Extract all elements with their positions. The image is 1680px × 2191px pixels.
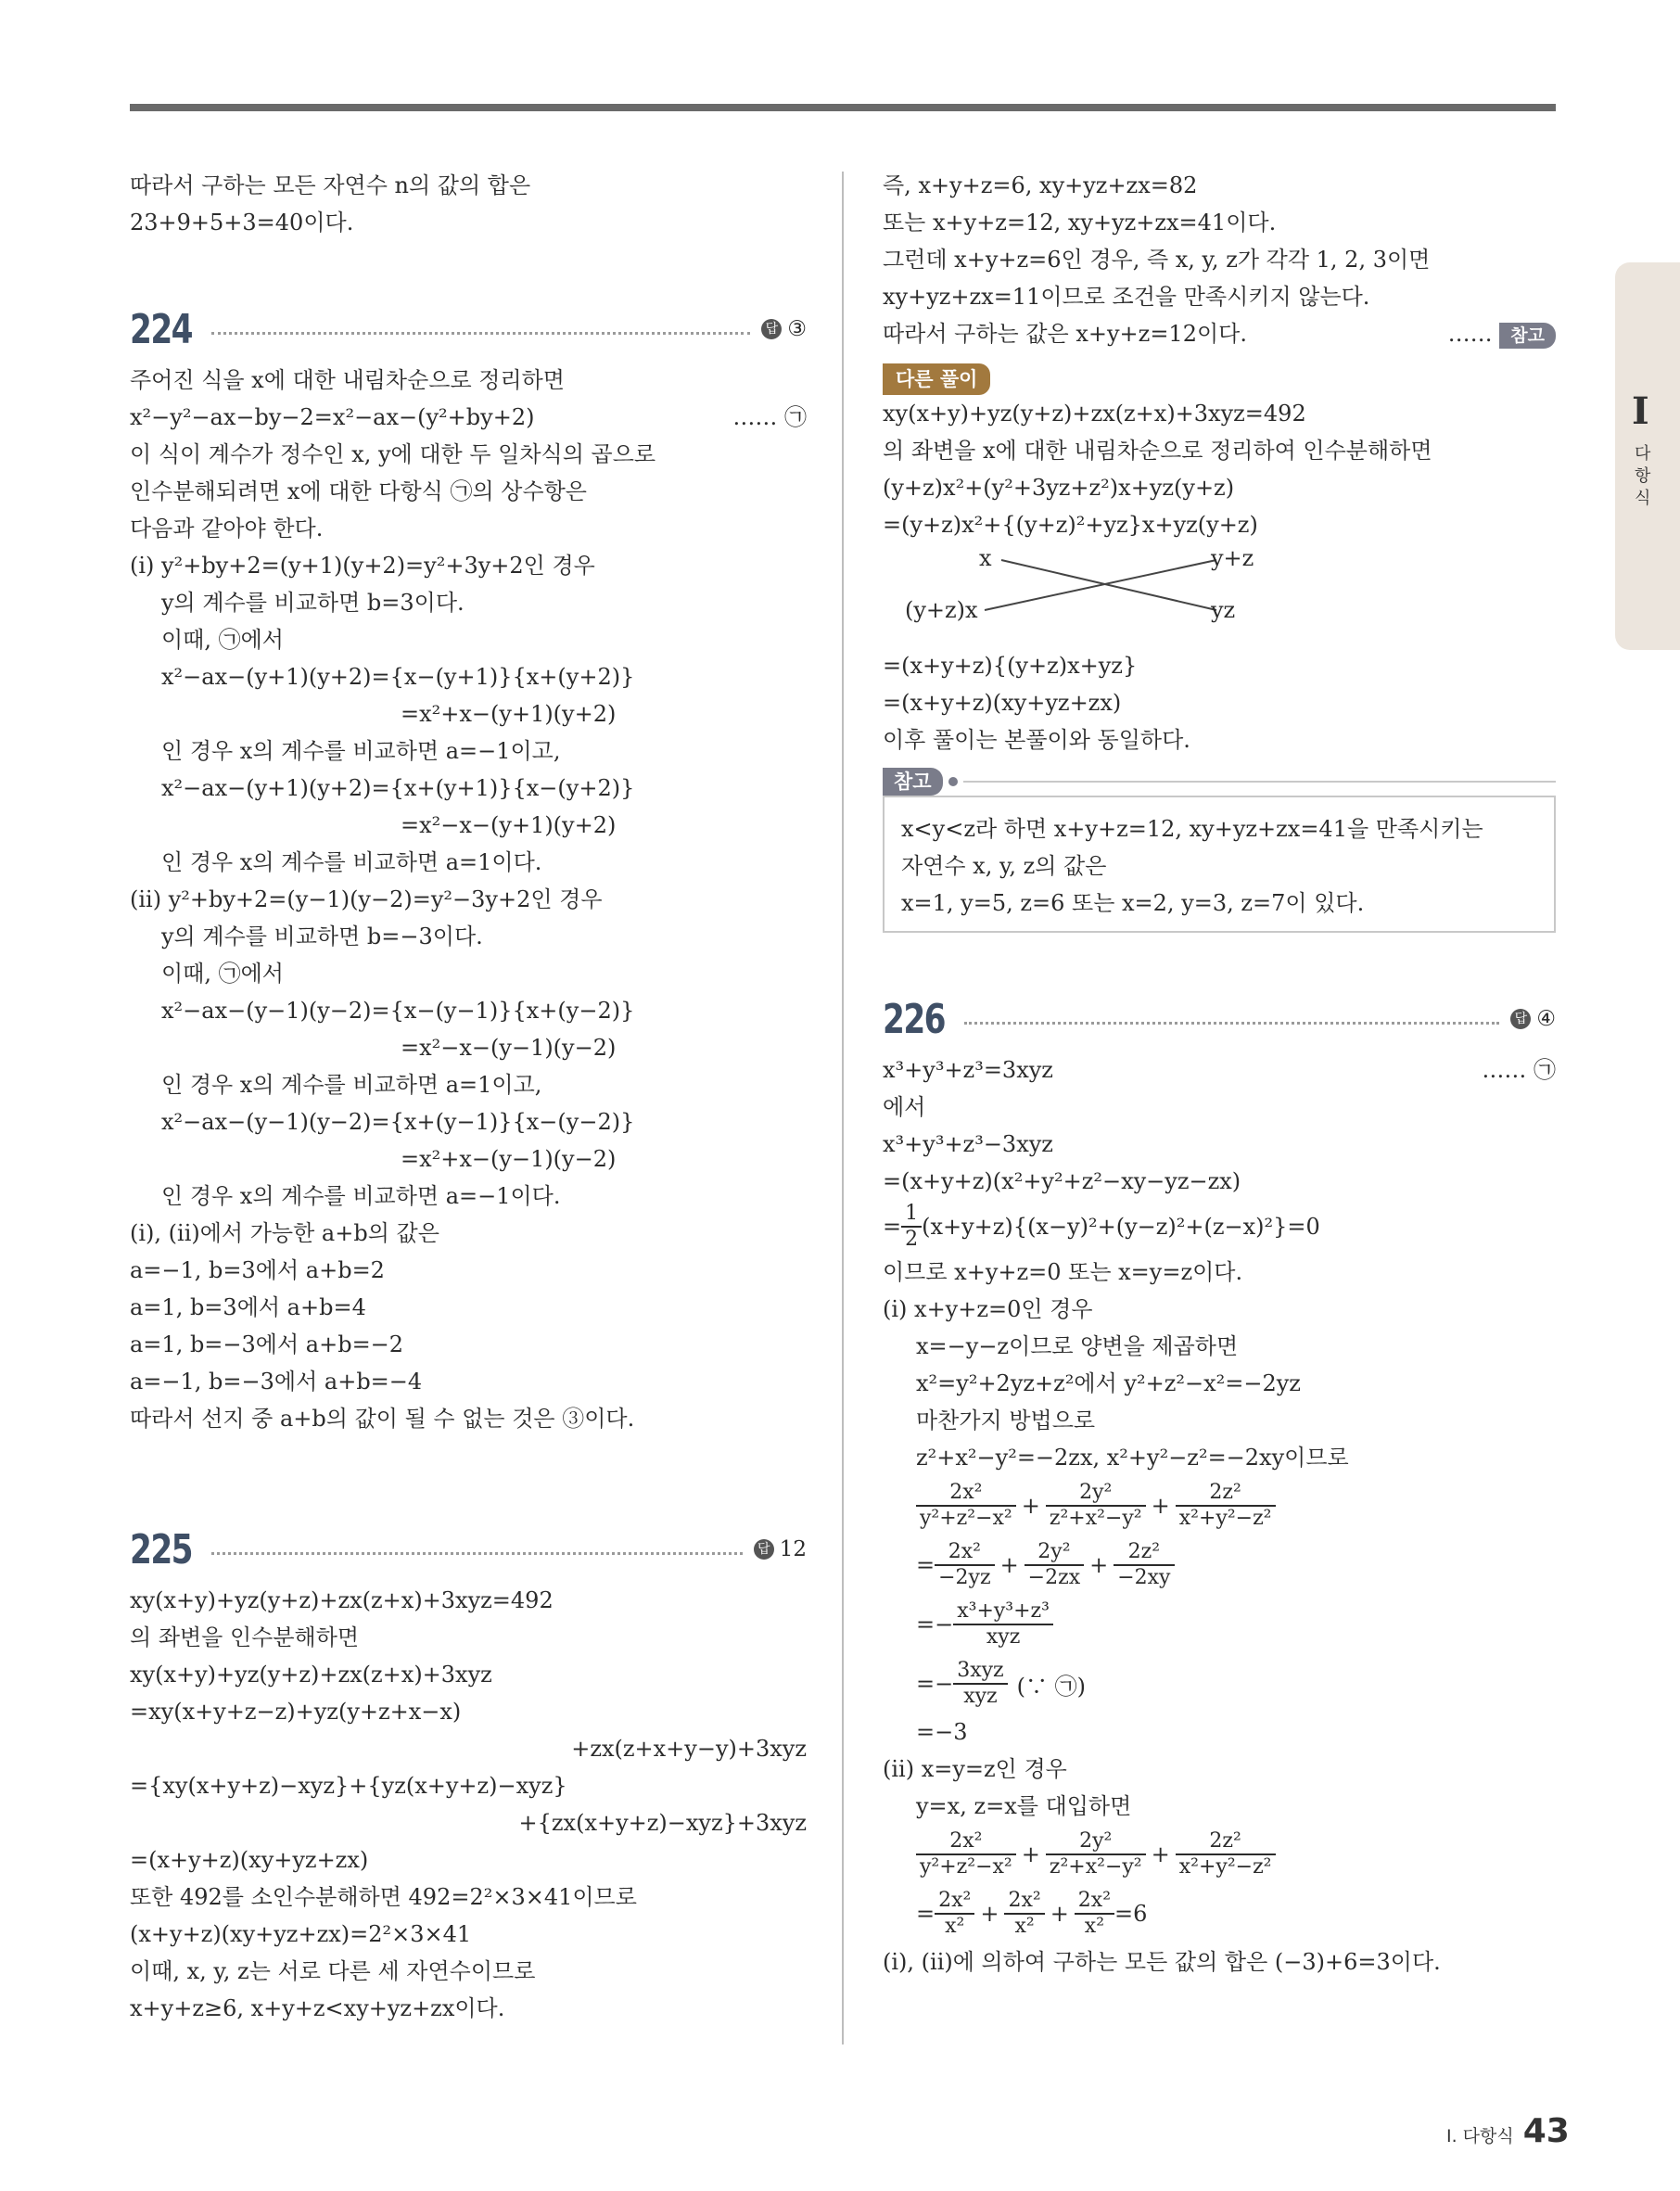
solution-line: 이때, ㉠에서 (161, 961, 284, 987)
answer-badge (754, 1537, 807, 1561)
solution-line: 인수분해되려면 x에 대한 다항식 ㉠의 상수항은 (130, 478, 587, 504)
intro-line: 23+9+5+3=40이다. (130, 210, 354, 236)
solution-line: xy(x+y)+yz(y+z)+zx(z+x)+3xyz=492 (130, 1587, 554, 1613)
column-divider (842, 172, 844, 2045)
solution-line: =xy(x+y+z−z)+yz(y+z+x−x) (130, 1699, 462, 1725)
solution-line: =(x+y+z)(x²+y²+z²−xy−yz−zx) (883, 1168, 1241, 1194)
numerator: 2z² (1209, 1481, 1241, 1504)
equation-marker: …… ㉠ (732, 404, 807, 430)
fraction (901, 1202, 922, 1252)
solution-line: (y+z)x²+(y²+3yz+z²)x+yz(y+z) (883, 475, 1235, 501)
cross-top-right: y+z (1211, 545, 1254, 571)
numerator: 2z² (1209, 1829, 1241, 1853)
solution-line: x²−ax−(y+1)(y+2)={x−(y+1)}{x+(y+2)} (161, 664, 635, 690)
fraction-sum-3: $\frac{\text{2x²}}{\text{y²+z²−x²}}$ + $\frac{\text{2y²}}{\text{z²+x²−y²}}$ + $\frac{\text{2z²}}{\text{x²+y²−z²}}$ (883, 1825, 1556, 1884)
numerator: 2x² (938, 1889, 972, 1912)
equals: = (883, 1214, 902, 1240)
denominator: −2xy (1114, 1564, 1174, 1590)
solution-line: (i) x+y+z=0인 경우 (883, 1296, 1093, 1322)
left-column (130, 167, 807, 2027)
expression: (x+y+z){(x−y)²+(y−z)²+(z−x)²}=0 (922, 1214, 1320, 1240)
solution-line: 이때, ㉠에서 (161, 627, 284, 653)
note-line: 자연수 x, y, z의 값은 (901, 853, 1107, 879)
solution-line: =(x+y+z)(xy+yz+zx) (883, 690, 1122, 716)
note-box (883, 796, 1556, 933)
solution-line: =(y+z)x²+{(y+z)²+yz}x+yz(y+z) (883, 512, 1258, 538)
denominator: z²+x²−y² (1046, 1853, 1146, 1879)
denominator: xyz (953, 1683, 1007, 1709)
solution-line: a=1, b=−3에서 a+b=−2 (130, 1331, 404, 1357)
solution-line: y의 계수를 비교하면 b=3이다. (161, 590, 465, 616)
fraction (935, 1889, 974, 1939)
problem-224-header (130, 297, 807, 362)
solution-line: 즉, x+y+z=6, xy+yz+zx=82 (883, 172, 1198, 198)
side-tab-label: 다항식 (1635, 444, 1651, 508)
denominator: y²+z²−x² (916, 1853, 1016, 1879)
cross-bottom-left: (y+z)x (905, 597, 978, 623)
alt-solution-tag: 다른 풀이 (883, 363, 990, 395)
numerator: 2y² (1079, 1481, 1113, 1504)
fraction (1046, 1829, 1146, 1879)
answer-icon: 답 (1510, 1009, 1531, 1029)
solution-line: 마찬가지 방법으로 (916, 1408, 1096, 1433)
solution-line: (ii) x=y=z인 경우 (883, 1756, 1067, 1782)
solution-line: xy(x+y)+yz(y+z)+zx(z+x)+3xyz=492 (883, 401, 1306, 427)
problem-number: 224 (130, 305, 192, 353)
solution-line-fraction (883, 1200, 1556, 1254)
solution-line: =x²+x−(y−1)(y−2) (401, 1146, 617, 1172)
solution-line: xy+yz+zx=11이므로 조건을 만족시키지 않는다. (883, 284, 1370, 310)
solution-line (130, 399, 807, 436)
reason-note: (∵ ㉠) (1016, 1673, 1087, 1700)
denominator: x²+y²−z² (1176, 1505, 1276, 1531)
solution-line: z²+x²−y²=−2zx, x²+y²−z²=−2xy이므로 (916, 1445, 1349, 1471)
note-dot (948, 777, 958, 786)
solution-line: 인 경우 x의 계수를 비교하면 a=−1이고, (161, 738, 561, 764)
denominator: xyz (953, 1624, 1053, 1650)
solution-line: ={xy(x+y+z)−xyz}+{yz(x+y+z)−xyz} (130, 1773, 567, 1799)
fraction-sum-1: $\frac{\text{2x²}}{\text{y²+z²−x²}}$ + $\frac{\text{2y²}}{\text{z²+x²−y²}}$ + $\frac{\text{2z²}}{\text{x²+y²−z²}}$ (883, 1476, 1556, 1535)
fraction (953, 1659, 1007, 1709)
solution-line: (i) y²+by+2=(y+1)(y+2)=y²+3y+2인 경우 (130, 553, 595, 579)
solution-line: x+y+z≥6, x+y+z<xy+yz+zx이다. (130, 1995, 505, 2021)
fraction (1075, 1889, 1114, 1939)
denominator: x² (1075, 1913, 1114, 1939)
top-rule (130, 104, 1556, 111)
solution-line (883, 315, 1556, 352)
fraction (1046, 1481, 1146, 1531)
numerator: 2x² (1077, 1889, 1112, 1912)
numerator: 2x² (948, 1540, 981, 1563)
solution-line: a=−1, b=3에서 a+b=2 (130, 1257, 385, 1283)
solution-line: 이므로 x+y+z=0 또는 x=y=z이다. (883, 1259, 1243, 1285)
note-line: x=1, y=5, z=6 또는 x=2, y=3, z=7이 있다. (901, 890, 1365, 916)
numerator: 2x² (949, 1481, 983, 1504)
leader-dots (211, 1552, 743, 1555)
cross-bottom-right: yz (1211, 597, 1236, 623)
solution-line: 따라서 선지 중 a+b의 값이 될 수 없는 것은 ③이다. (130, 1406, 635, 1432)
solution-line: (ii) y²+by+2=(y−1)(y−2)=y²−3y+2인 경우 (130, 886, 603, 912)
reference-pointer (1448, 315, 1556, 352)
fraction (935, 1540, 994, 1590)
solution-line: 이때, x, y, z는 서로 다른 세 자연수이므로 (130, 1958, 536, 1984)
solution-line: 인 경우 x의 계수를 비교하면 a=−1이다. (161, 1183, 561, 1209)
solution-line: a=1, b=3에서 a+b=4 (130, 1294, 366, 1320)
fraction (1025, 1540, 1084, 1590)
answer-badge (761, 317, 807, 341)
numerator: 2z² (1127, 1540, 1161, 1563)
footer-chapter: I. 다항식 (1446, 2126, 1514, 2146)
denominator: x² (935, 1913, 974, 1939)
problem-number: 225 (130, 1525, 192, 1573)
solution-line: 의 좌변을 인수분해하면 (130, 1624, 360, 1650)
solution-line: +zx(z+x+y−y)+3xyz (571, 1736, 807, 1762)
fraction (953, 1599, 1053, 1650)
numerator: x³+y³+z³ (957, 1599, 1050, 1623)
answer-icon: 답 (761, 319, 782, 339)
solution-line: =x²−x−(y+1)(y+2) (401, 812, 617, 838)
solution-line: 이후 풀이는 본풀이와 동일하다. (883, 727, 1190, 753)
problem-225-header (130, 1517, 807, 1582)
answer-value: 12 (779, 1537, 807, 1561)
solution-line: x³+y³+z³−3xyz (883, 1131, 1053, 1157)
cross-multiplication-diagram (883, 543, 1556, 647)
cross-top-left: x (979, 545, 992, 571)
answer-badge (1510, 1007, 1556, 1031)
fraction (1114, 1540, 1174, 1590)
fraction-step-4: =− $\frac{\text{3xyz}}{\text{xyz}}$ (∵ ㉠) (916, 1659, 1087, 1708)
solution-line: 주어진 식을 x에 대한 내림차순으로 정리하면 (130, 367, 565, 393)
denominator: 2 (901, 1226, 922, 1252)
solution-line: a=−1, b=−3에서 a+b=−4 (130, 1369, 423, 1395)
answer-value: ③ (787, 317, 807, 341)
conclusion: 따라서 구하는 값은 x+y+z=12이다. (883, 321, 1247, 347)
denominator: −2zx (1025, 1564, 1084, 1590)
solution-line: xy(x+y)+yz(y+z)+zx(z+x)+3xyz (130, 1662, 492, 1688)
note-rule (963, 781, 1556, 783)
numerator: 2y² (1079, 1829, 1113, 1853)
problem-226-header (883, 987, 1556, 1051)
fraction (1004, 1889, 1044, 1939)
solution-line: =x²−x−(y−1)(y−2) (401, 1035, 617, 1061)
intro-line: 따라서 구하는 모든 자연수 n의 값의 합은 (130, 172, 531, 198)
page-number: 43 (1522, 2112, 1570, 2150)
solution-line: x=−y−z이므로 양변을 제곱하면 (916, 1333, 1239, 1359)
solution-line: =(x+y+z){(y+z)x+yz} (883, 653, 1138, 679)
solution-line: 인 경우 x의 계수를 비교하면 a=1이다. (161, 849, 542, 875)
problem-number: 226 (883, 995, 945, 1043)
fraction (916, 1481, 1016, 1531)
solution-line: 다음과 같아야 한다. (130, 516, 324, 541)
fraction-sum-4: = $\frac{\text{2x²}}{\text{x²}}$ + $\frac{\text{2x²}}{\text{x²}}$ + $\frac{\text{2x²}}{\text{x²}}$ =6 (916, 1889, 1148, 1938)
denominator: −2yz (935, 1564, 994, 1590)
numerator: 2x² (949, 1829, 983, 1853)
answer-icon: 답 (754, 1539, 774, 1560)
fraction-step-3: =− $\frac{\text{x³+y³+z³}}{\text{xyz}}$ (883, 1595, 1556, 1654)
solution-line: x²−ax−(y−1)(y−2)={x−(y−1)}{x+(y−2)} (161, 998, 635, 1024)
note-header (883, 766, 1556, 797)
solution-line: (x+y+z)(xy+yz+zx)=2²×3×41 (130, 1921, 472, 1947)
solution-line: y의 계수를 비교하면 b=−3이다. (161, 924, 483, 949)
solution-line: 또는 x+y+z=12, xy+yz+zx=41이다. (883, 210, 1277, 236)
solution-line: 그런데 x+y+z=6인 경우, 즉 x, y, z가 각각 1, 2, 3이면 (883, 247, 1431, 273)
numerator: 1 (905, 1202, 919, 1225)
numerator: 2x² (1008, 1889, 1041, 1912)
equation: x³+y³+z³=3xyz (883, 1057, 1053, 1083)
fraction (1176, 1829, 1276, 1879)
solution-line: x²−ax−(y−1)(y−2)={x+(y−1)}{x−(y−2)} (161, 1109, 635, 1135)
result: =6 (1114, 1901, 1148, 1927)
right-column (883, 167, 1556, 1981)
equation: x²−y²−ax−by−2=x²−ax−(y²+by+2) (130, 404, 535, 430)
solution-line: +{zx(x+y+z)−xyz}+3xyz (518, 1810, 807, 1836)
fraction-sum-2: = $\frac{\text{2x²}}{-2yz}$ + $\frac{\text{2y²}}{-2zx}$ + $\frac{\text{2z²}}{-2xy}$ (883, 1535, 1556, 1595)
solution-line: (i), (ii)에서 가능한 a+b의 값은 (130, 1220, 439, 1246)
denominator: z²+x²−y² (1046, 1505, 1146, 1531)
solution-line (883, 1051, 1556, 1089)
leader-dots (964, 1022, 1499, 1025)
solution-line: =x²+x−(y+1)(y+2) (401, 701, 617, 727)
equation-marker: …… ㉠ (1482, 1057, 1556, 1083)
numerator: 3xyz (957, 1659, 1004, 1682)
solution-line: 또한 492를 소인수분해하면 492=2²×3×41이므로 (130, 1884, 637, 1910)
solution-line: y=x, z=x를 대입하면 (916, 1793, 1132, 1819)
solution-line: 인 경우 x의 계수를 비교하면 a=1이고, (161, 1072, 542, 1098)
fraction (916, 1829, 1016, 1879)
leader-dots (211, 332, 750, 335)
reference-tag: 참고 (1499, 323, 1556, 349)
ref-dots: …… (1447, 321, 1493, 347)
note-line: x<y<z라 하면 x+y+z=12, xy+yz+zx=41을 만족시키는 (901, 816, 1483, 842)
denominator: x²+y²−z² (1176, 1853, 1276, 1879)
solution-line: (i), (ii)에 의하여 구하는 모든 값의 합은 (−3)+6=3이다. (883, 1949, 1441, 1975)
denominator: y²+z²−x² (916, 1505, 1016, 1531)
side-tab-roman: I (1632, 389, 1649, 433)
answer-value: ④ (1536, 1007, 1556, 1031)
solution-line: 에서 (883, 1094, 926, 1120)
solution-line: =(x+y+z)(xy+yz+zx) (130, 1847, 369, 1873)
denominator: x² (1004, 1913, 1044, 1939)
fraction (1176, 1481, 1276, 1531)
solution-line: 의 좌변을 x에 대한 내림차순으로 정리하여 인수분해하면 (883, 438, 1432, 464)
page-footer (1446, 2112, 1570, 2150)
solution-line: x²−ax−(y+1)(y+2)={x+(y+1)}{x−(y+2)} (161, 775, 635, 801)
solution-line: 이 식이 계수가 정수인 x, y에 대한 두 일차식의 곱으로 (130, 441, 656, 467)
numerator: 2y² (1037, 1540, 1071, 1563)
solution-line: =−3 (916, 1719, 968, 1745)
note-tag: 참고 (883, 768, 943, 796)
solution-line: x²=y²+2yz+z²에서 y²+z²−x²=−2yz (916, 1370, 1301, 1396)
